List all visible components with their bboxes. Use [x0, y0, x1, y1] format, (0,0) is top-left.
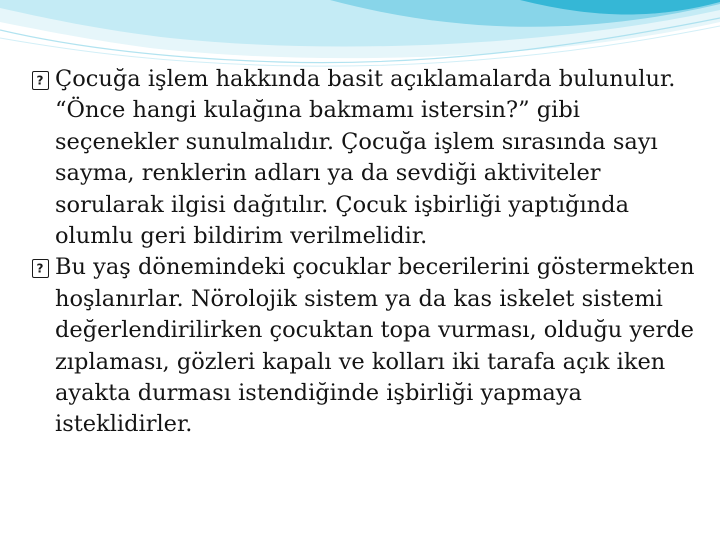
slide-body — [32, 64, 704, 441]
svg-text:?: ? — [36, 73, 44, 87]
missing-glyph-icon — [32, 71, 49, 90]
bullet-item — [32, 64, 704, 252]
bullet-text: Bu yaş dönemindeki çocuklar becerilerini göstermekten hoşlanırlar. Nörolojik sistem ya da kas iskelet sistemi değerlendirilirken çocuktan topa vurması, olduğu yerde zıplaması, gözleri kapalı ve kolları iki tarafa açık iken ayakta durması istendiğinde işbirliği yapmaya isteklidirler. — [55, 254, 695, 438]
decorative-wave-header — [0, 0, 720, 70]
bullet-text: Çocuğa işlem hakkında basit açıklamalarda bulunulur. “Önce hangi kulağına bakmamı istersin?” gibi seçenekler sunulmalıdır. Çocuğa işlem sırasında sayı sayma, renklerin adları ya da sevdiği aktiviteler sorularak ilgisi dağıtılır. Çocuk işbirliği yaptığında olumlu geri bildirim verilmelidir. — [55, 66, 676, 250]
bullet-item — [32, 252, 704, 440]
missing-glyph-icon — [32, 259, 49, 278]
svg-text:?: ? — [36, 261, 44, 276]
